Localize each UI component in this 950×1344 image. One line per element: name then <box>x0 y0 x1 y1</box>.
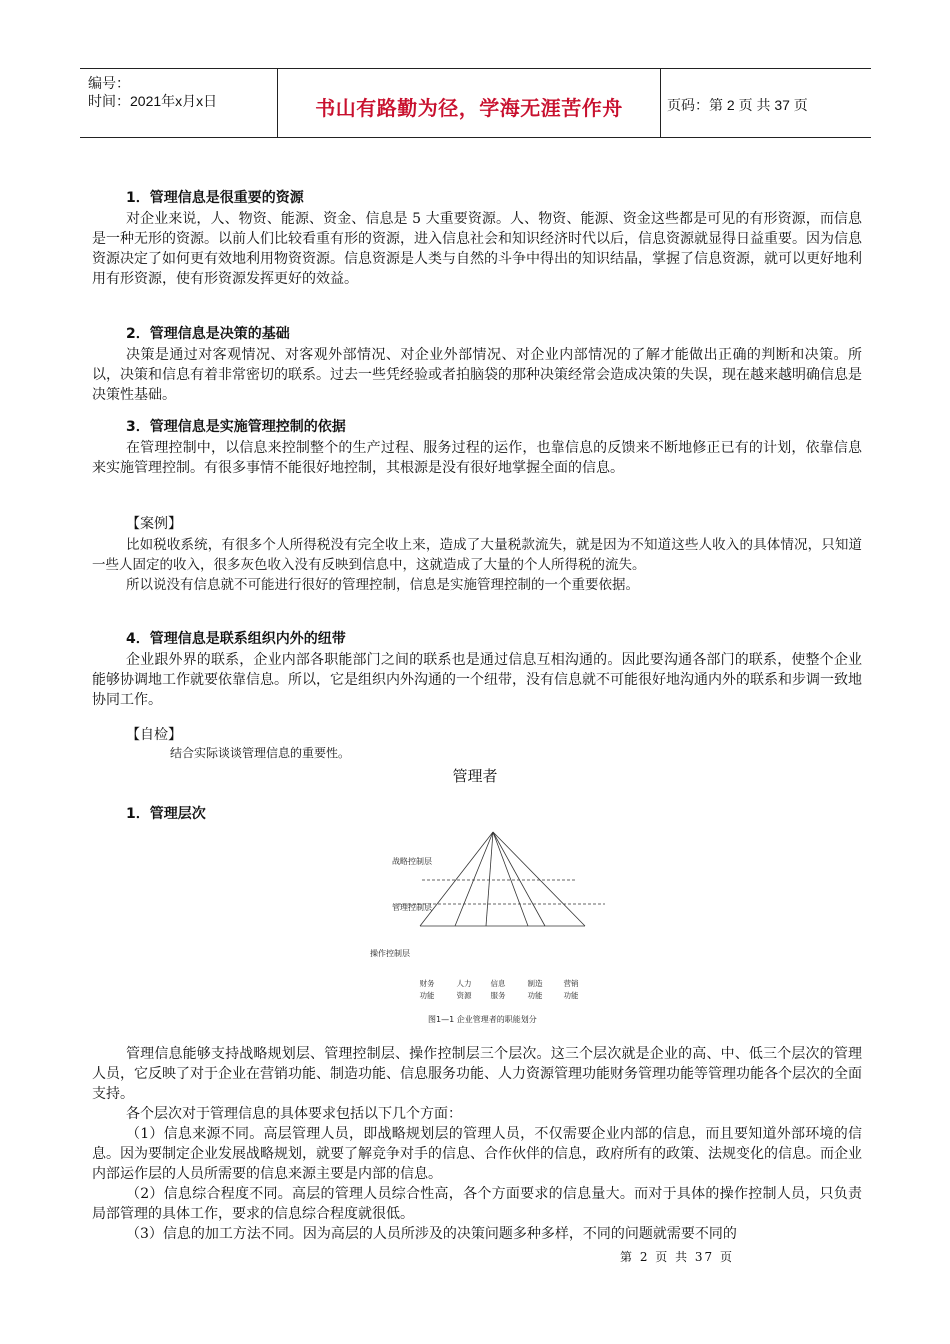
code-label: 编号： <box>88 75 130 91</box>
paragraph-2: 各个层次对于管理信息的具体要求包括以下几个方面： <box>126 1106 462 1122</box>
case-label: 【案例】 <box>126 516 182 532</box>
management-levels-subtitle: 1．管理层次 <box>126 806 206 822</box>
function-info-l2: 服务 <box>490 991 506 1000</box>
level-strategic: 战略控制层 <box>392 857 432 866</box>
selfcheck-block <box>92 724 862 761</box>
section-4 <box>92 628 862 710</box>
section-3 <box>92 416 862 478</box>
management-pyramid-figure <box>360 828 620 1033</box>
function-marketing-l2: 功能 <box>563 991 579 1000</box>
function-marketing-l1: 营销 <box>563 979 579 988</box>
paragraph-3: （1）信息来源不同。高层管理人员，即战略规划层的管理人员，不仅需要企业内部的信息，而且要知道外部环境的信息。因为要制定企业发展战略规划，就要了解竞争对手的信息、合作伙伴的信息，政府所有的政策、法规变化的信息。而企业内部运作层的人员所需要的信息来源主要是内部的信息。 <box>92 1126 862 1182</box>
level-management: 管理控制层 <box>392 903 432 912</box>
time-label: 时间：2021年x月x日 <box>88 93 218 109</box>
section-1-body: 对企业来说，人、物资、能源、资金、信息是 5 大重要资源。人、物资、能源、资金这些都是可见的有形资源，而信息是一种无形的资源。以前人们比较看重有形的资源，进入信息社会和知识经济时代以后，信息资源就显得日益重要。因为信息资源决定了如何更有效地利用物资资源。信息资源是人类与自然的斗争中得出的知识结晶，掌握了信息资源，就可以更好地利用有形资源，使有形资源发挥更好的效益。 <box>92 211 862 287</box>
section-2-title: 2．管理信息是决策的基础 <box>126 326 290 342</box>
function-manufacture-l1: 制造 <box>527 979 543 988</box>
section-2-body: 决策是通过对客观情况、对客观外部情况、对企业外部情况、对企业内部情况的了解才能做出正确的判断和决策。所以，决策和信息有着非常密切的联系。过去一些凭经验或者拍脑袋的那种决策经常会造成决策的失误，现在越来越明确信息是决策性基础。 <box>92 347 862 403</box>
section-1-title: 1．管理信息是很重要的资源 <box>126 190 304 206</box>
function-finance-l1: 财务 <box>419 979 435 988</box>
paragraph-4: （2）信息综合程度不同。高层的管理人员综合性高，各个方面要求的信息量大。而对于具体的操作控制人员，只负责局部管理的具体工作，要求的信息综合程度就很低。 <box>92 1186 862 1222</box>
figure-caption: 图1—1 企业管理者的职能划分 <box>428 1015 537 1024</box>
header-motto-cell <box>278 69 661 137</box>
section-4-body: 企业跟外界的联系，企业内部各职能部门之间的联系也是通过信息互相沟通的。因此要沟通各部门的联系，使整个企业能够协调地工作就要依靠信息。所以，它是组织内外沟通的一个纽带，没有信息就不可能很好地沟通内外的联系和步调一致地协同工作。 <box>92 652 862 708</box>
case-block <box>92 513 862 595</box>
page-info: 页码：第 2 页 共 37 页 <box>667 97 808 113</box>
section-1 <box>92 187 862 289</box>
function-hr-l2: 资源 <box>456 991 472 1000</box>
motto: 书山有路勤为径，学海无涯苦作舟 <box>315 96 623 120</box>
function-finance-l2: 功能 <box>419 991 435 1000</box>
section-4-title: 4．管理信息是联系组织内外的纽带 <box>126 631 346 647</box>
section-3-title: 3．管理信息是实施管理控制的依据 <box>126 419 346 435</box>
case-body: 比如税收系统，有很多个人所得税没有完全收上来，造成了大量税款流失，就是因为不知道这些人收入的具体情况，只知道一些人固定的收入，很多灰色收入没有反映到信息中，这就造成了大量的个人所得税的流失。 <box>92 537 862 573</box>
managers-title: 管理者 <box>452 767 498 785</box>
header-meta-cell <box>80 69 278 137</box>
function-manufacture-l2: 功能 <box>527 991 543 1000</box>
bottom-paragraphs <box>92 1044 862 1244</box>
page-header <box>80 68 871 138</box>
level-operational: 操作控制层 <box>370 949 410 958</box>
case-conclusion: 所以说没有信息就不可能进行很好的管理控制，信息是实施管理控制的一个重要依据。 <box>126 577 639 593</box>
paragraph-5: （3）信息的加工方法不同。因为高层的人员所涉及的决策问题多种多样，不同的问题就需要不同的 <box>126 1226 737 1242</box>
function-hr-l1: 人力 <box>456 979 472 988</box>
selfcheck-label: 【自检】 <box>126 727 182 743</box>
selfcheck-body: 结合实际谈谈管理信息的重要性。 <box>170 746 351 760</box>
section-2 <box>92 323 862 405</box>
header-page-cell <box>661 69 871 137</box>
paragraph-1: 管理信息能够支持战略规划层、管理控制层、操作控制层三个层次。这三个层次就是企业的高、中、低三个层次的管理人员，它反映了对于企业在营销功能、制造功能、信息服务功能、人力资源管理功能财务管理功能等管理功能各个层次的全面支持。 <box>92 1046 862 1102</box>
page-footer: 第 2 页 共 37 页 <box>620 1250 734 1264</box>
section-3-body: 在管理控制中，以信息来控制整个的生产过程、服务过程的运作，也靠信息的反馈来不断地修正已有的计划，依靠信息来实施管理控制。有很多事情不能很好地控制，其根源是没有很好地掌握全面的信息。 <box>92 440 862 476</box>
function-info-l1: 信息 <box>490 979 506 988</box>
